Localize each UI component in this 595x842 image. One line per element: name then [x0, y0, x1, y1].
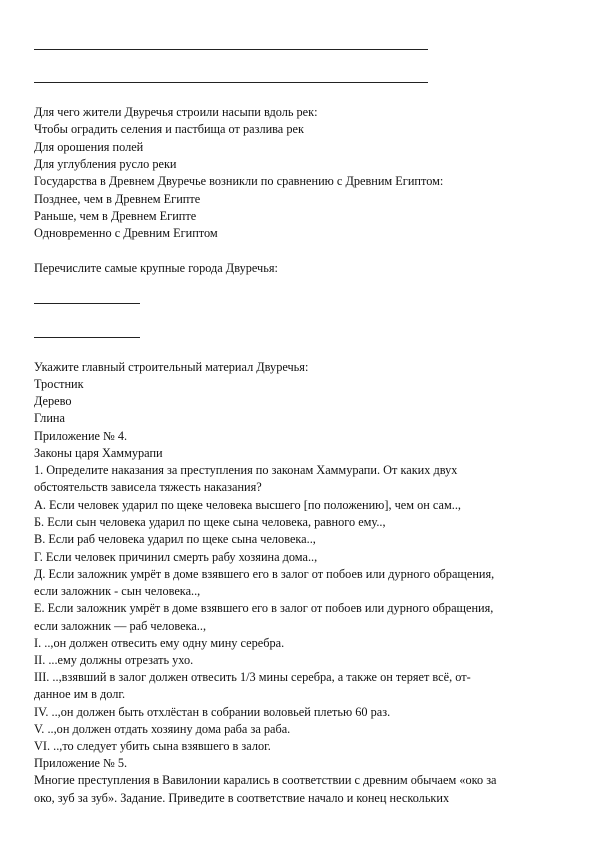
appendix-5-heading: Приложение № 5.: [34, 756, 128, 770]
punishment-2: II. ...ему должны отрезать ухо.: [34, 653, 194, 667]
appendix-4-task-line-1: 1. Определите наказания за преступления по законам Хаммурапи. От каких двух: [34, 463, 458, 477]
option-floods-2: Для орошения полей: [34, 140, 144, 154]
option-states-3: Одновременно с Древним Египтом: [34, 226, 218, 240]
punishment-3-line-2: данное им в долг.: [34, 687, 126, 701]
appendix-5-text-line-2: око, зуб за зуб». Задание. Приведите в соответствие начало и конец нескольких: [34, 791, 450, 805]
crime-e-line-1: Е. Если заложник умрёт в доме взявшего его в залог от побоев или дурного обращения,: [34, 601, 494, 615]
option-states-2: Раньше, чем в Древнем Египте: [34, 209, 197, 223]
answer-line-top-2[interactable]: [34, 82, 428, 83]
option-material-2: Дерево: [34, 394, 72, 408]
question-cities: Перечислите самые крупные города Двуречья:: [34, 261, 278, 275]
punishment-6: VI. ..,то следует убить сына взявшего в залог.: [34, 739, 271, 753]
answer-line-cities-1[interactable]: [34, 303, 140, 304]
crime-e-line-2: если заложник — раб человека..,: [34, 619, 207, 633]
option-floods-3: Для углубления русло реки: [34, 157, 177, 171]
punishment-4: IV. ..,он должен быть отхлёстан в собрании воловьей плетью 60 раз.: [34, 705, 391, 719]
appendix-4-task-line-2: обстоятельств зависела тяжесть наказания?: [34, 480, 262, 494]
option-floods-1: Чтобы оградить селения и пастбища от разлива рек: [34, 122, 304, 136]
option-states-1: Позднее, чем в Древнем Египте: [34, 192, 201, 206]
appendix-4-heading: Приложение № 4.: [34, 429, 128, 443]
crime-d-line-2: если заложник - сын человека..,: [34, 584, 201, 598]
punishment-3-line-1: III. ..,взявший в залог должен отвесить 1/3 мины серебра, а также он теряет всё, от-: [34, 670, 471, 684]
crime-g: Г. Если человек причинил смерть рабу хозяина дома..,: [34, 550, 318, 564]
crime-b: Б. Если сын человека ударил по щеке сына человека, равного ему..,: [34, 515, 386, 529]
appendix-5-text-line-1: Многие преступления в Вавилонии карались в соответствии с древним обычаем «око за: [34, 773, 497, 787]
question-states: Государства в Древнем Двуречье возникли по сравнению с Древним Египтом:: [34, 174, 444, 188]
crime-v: В. Если раб человека ударил по щеке сына человека..,: [34, 532, 316, 546]
answer-line-cities-2[interactable]: [34, 337, 140, 338]
crime-a: А. Если человек ударил по щеке человека высшего [по положению], чем он сам..,: [34, 498, 461, 512]
punishment-1: I. ..,он должен отвесить ему одну мину серебра.: [34, 636, 285, 650]
option-material-1: Тростник: [34, 377, 84, 391]
question-material: Укажите главный строительный материал Двуречья:: [34, 360, 309, 374]
answer-line-top-1[interactable]: [34, 49, 428, 50]
question-floods: Для чего жители Двуречья строили насыпи вдоль рек:: [34, 105, 318, 119]
option-material-3: Глина: [34, 411, 65, 425]
punishment-5: V. ..,он должен отдать хозяину дома раба за раба.: [34, 722, 291, 736]
appendix-4-title: Законы царя Хаммурапи: [34, 446, 163, 460]
crime-d-line-1: Д. Если заложник умрёт в доме взявшего его в залог от побоев или дурного обращения,: [34, 567, 495, 581]
